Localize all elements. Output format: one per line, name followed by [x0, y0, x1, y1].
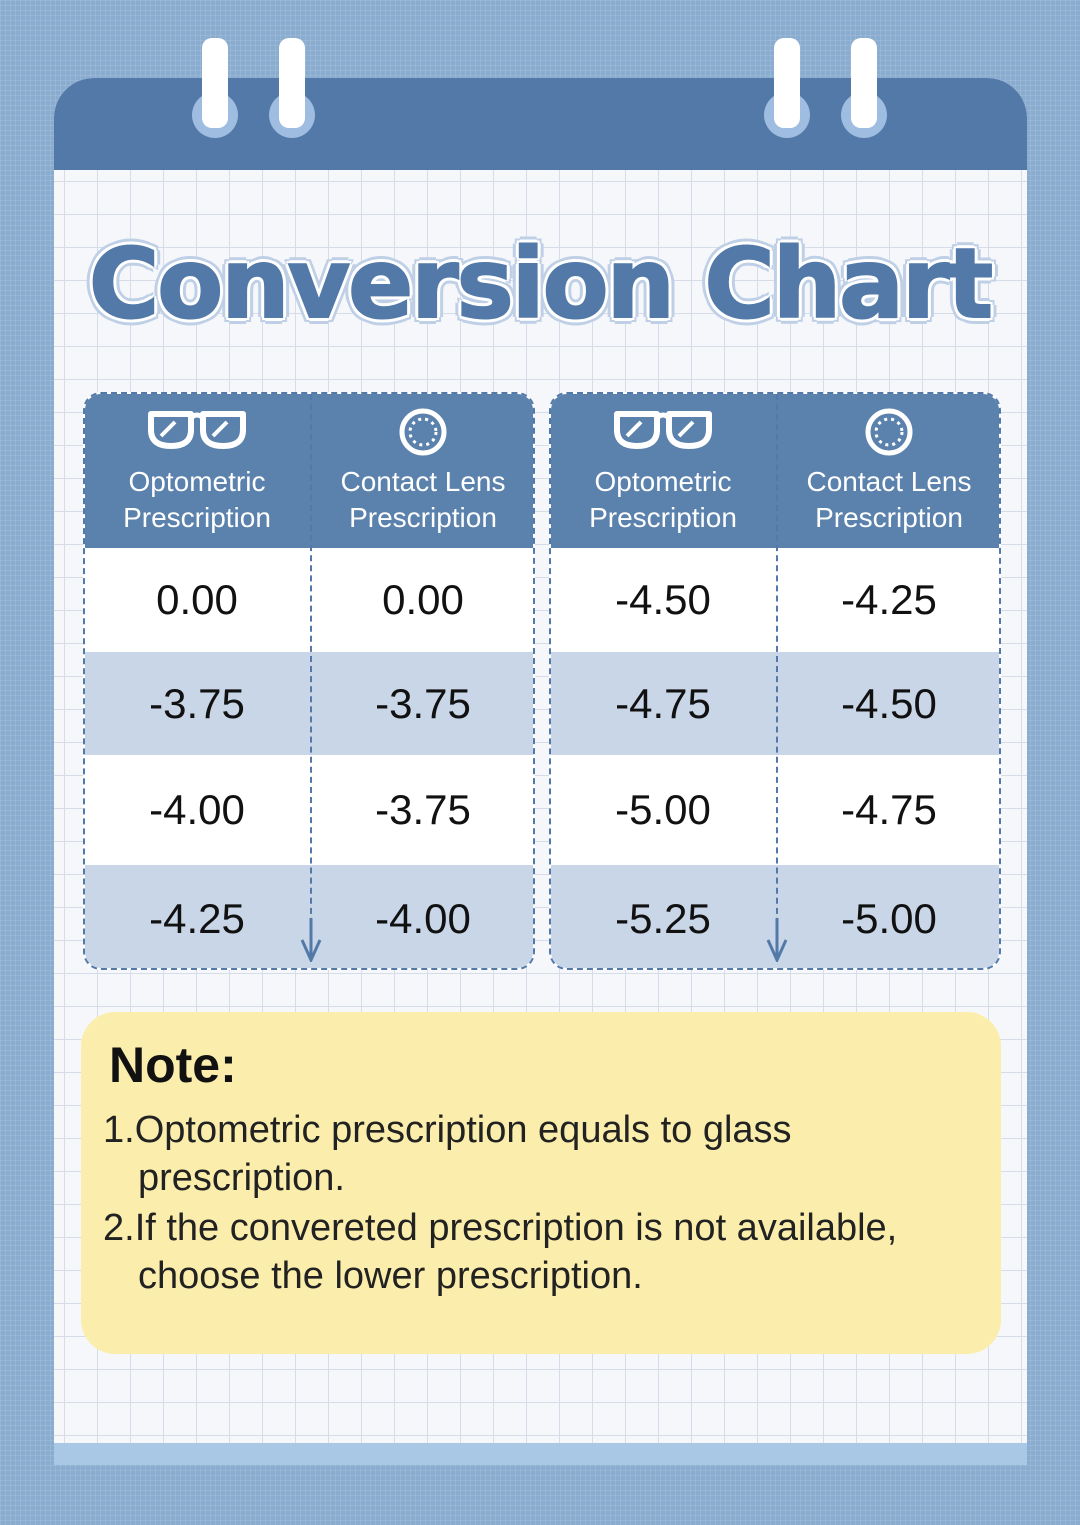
optometric-value: -3.75	[149, 679, 245, 727]
contact-value: -4.25	[841, 576, 937, 623]
binder-ring-icon	[766, 38, 808, 138]
optometric-value: -4.00	[149, 786, 245, 833]
note-item: 2.If the convereted prescription is not available, choose the lower prescription.	[103, 1207, 898, 1297]
table-row	[551, 755, 999, 865]
optometric-value: -4.75	[615, 679, 711, 727]
optometric-value: -4.25	[149, 894, 245, 942]
contact-header-label: Contact Lens Prescription	[340, 466, 506, 533]
contact-value: -5.00	[841, 894, 937, 942]
contact-lens-icon	[777, 408, 1001, 456]
optometric-value: -4.50	[615, 576, 711, 623]
contact-column-header	[777, 394, 1001, 548]
eyeglasses-icon	[551, 408, 775, 456]
binder-ring-icon	[843, 38, 885, 138]
optometric-value: -5.25	[615, 894, 711, 942]
table-row	[85, 548, 533, 652]
table-row	[551, 652, 999, 755]
contact-value: -4.75	[841, 786, 937, 833]
optometric-column-header	[551, 394, 775, 548]
binder-ring-icon	[194, 38, 236, 138]
optometric-header-label: Optometric Prescription	[589, 466, 737, 533]
table-row	[551, 548, 999, 652]
table-row	[85, 755, 533, 865]
eyeglasses-icon	[85, 408, 309, 456]
contact-column-header	[311, 394, 535, 548]
note-title: Note:	[109, 1037, 237, 1093]
table-row	[85, 652, 533, 755]
contact-value: 0.00	[382, 576, 464, 623]
notepad-bottom-strip	[54, 1443, 1027, 1465]
column-divider	[776, 394, 778, 934]
optometric-header-label: Optometric Prescription	[123, 466, 271, 533]
page-title: Conversion Chart	[88, 228, 992, 340]
conversion-table-left	[83, 392, 535, 970]
note-item: 1.Optometric prescription equals to glass prescription.	[103, 1109, 792, 1199]
contact-value: -4.00	[375, 894, 471, 942]
optometric-value: -5.00	[615, 786, 711, 833]
contact-lens-icon	[311, 408, 535, 456]
contact-value: -3.75	[375, 786, 471, 833]
contact-value: -4.50	[841, 679, 937, 727]
table-header	[551, 394, 999, 548]
column-divider	[310, 394, 312, 934]
optometric-column-header	[85, 394, 309, 548]
conversion-table-right	[549, 392, 1001, 970]
binder-ring-icon	[271, 38, 313, 138]
arrow-down-icon	[765, 918, 789, 962]
contact-value: -3.75	[375, 679, 471, 727]
contact-header-label: Contact Lens Prescription	[806, 466, 972, 533]
arrow-down-icon	[299, 918, 323, 962]
table-header	[85, 394, 533, 548]
note-box	[81, 1012, 1001, 1354]
optometric-value: 0.00	[156, 576, 238, 623]
